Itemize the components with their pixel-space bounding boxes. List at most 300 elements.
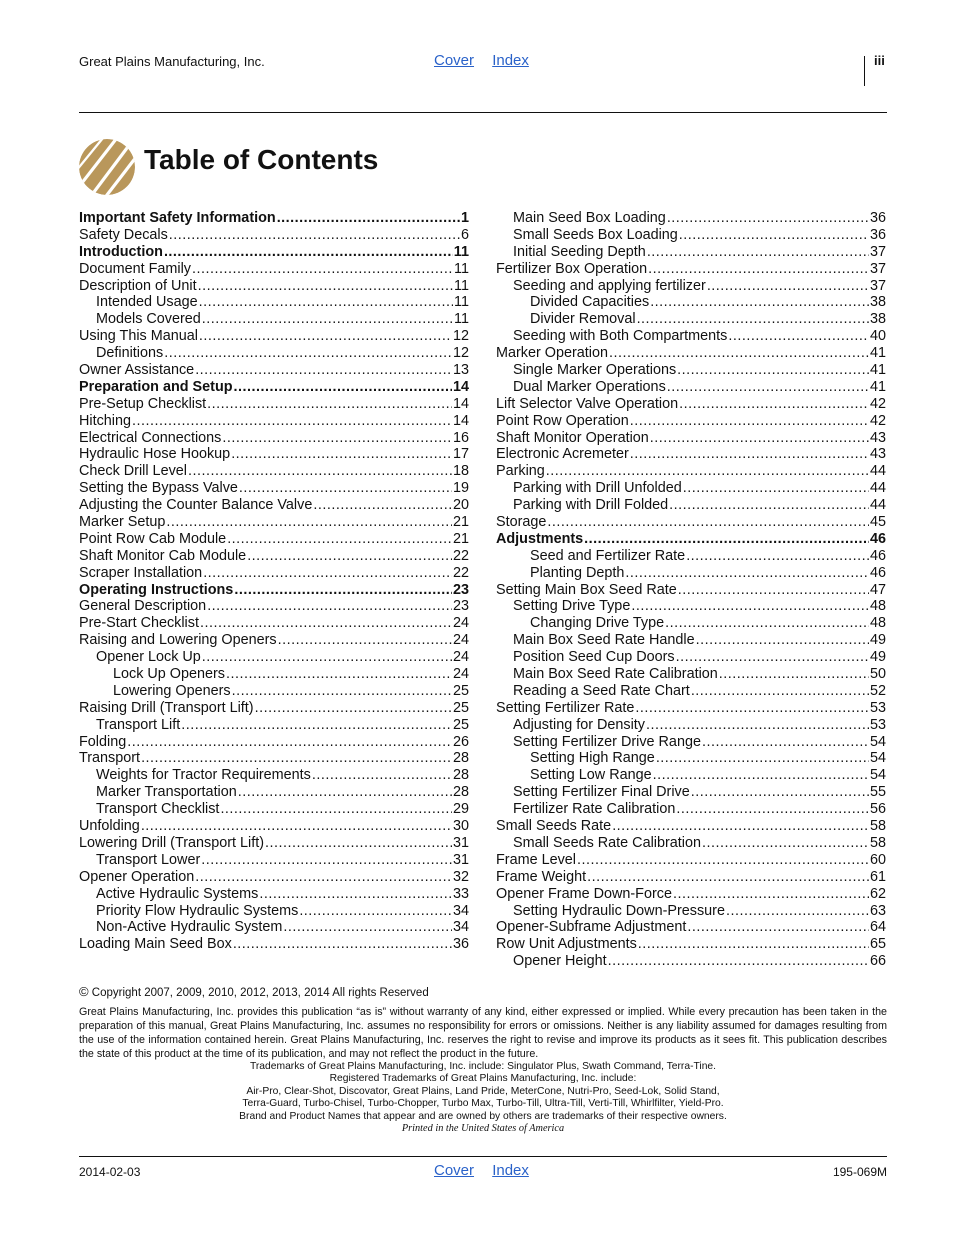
toc-entry[interactable] bbox=[496, 903, 886, 920]
toc-entry[interactable] bbox=[496, 396, 886, 413]
toc-leader-dots bbox=[691, 683, 869, 700]
toc-leader-dots bbox=[192, 261, 453, 278]
toc-entry[interactable] bbox=[496, 818, 886, 835]
toc-leader-dots bbox=[707, 278, 869, 295]
toc-leader-dots bbox=[676, 801, 869, 818]
printed-in: Printed in the United States of America bbox=[401, 1123, 565, 1135]
toc-entry-title: Description of Unit bbox=[79, 277, 197, 294]
toc-entry-title: Initial Seeding Depth bbox=[513, 243, 646, 260]
toc-entry-page: 26 bbox=[452, 733, 469, 750]
toc-entry[interactable] bbox=[496, 649, 886, 666]
toc-entry[interactable] bbox=[496, 869, 886, 886]
toc-entry-page: 25 bbox=[452, 682, 469, 699]
toc-entry-title: Small Seeds Rate Calibration bbox=[513, 834, 701, 851]
toc-entry[interactable] bbox=[79, 852, 469, 869]
toc-entry[interactable] bbox=[79, 666, 469, 683]
toc-entry-page: 48 bbox=[869, 615, 886, 632]
toc-entry-page: 24 bbox=[452, 649, 469, 666]
toc-leader-dots bbox=[587, 869, 869, 886]
toc-entry[interactable] bbox=[79, 734, 469, 751]
toc-entry-page: 32 bbox=[452, 868, 469, 885]
toc-leader-dots bbox=[202, 311, 453, 328]
toc-entry-title: Raising and Lowering Openers bbox=[79, 632, 277, 649]
toc-entry-page: 36 bbox=[452, 936, 469, 953]
toc-entry-page: 11 bbox=[454, 260, 469, 277]
toc-entry-title: Definitions bbox=[96, 345, 164, 362]
toc-entry-title: Pre-Setup Checklist bbox=[79, 395, 207, 412]
toc-entry-title: Small Seeds Box Loading bbox=[513, 226, 678, 243]
toc-leader-dots bbox=[665, 615, 869, 632]
toc-entry-title: General Description bbox=[79, 598, 207, 615]
toc-entry[interactable] bbox=[496, 565, 886, 582]
toc-entry-page: 25 bbox=[452, 699, 469, 716]
toc-entry[interactable] bbox=[79, 379, 469, 396]
toc-entry-page: 48 bbox=[869, 598, 886, 615]
toc-leader-dots bbox=[181, 717, 452, 734]
toc-entry-page: 1 bbox=[460, 209, 469, 226]
cover-link[interactable]: Cover bbox=[434, 52, 475, 69]
toc-entry[interactable] bbox=[79, 869, 469, 886]
toc-entry-page: 44 bbox=[869, 497, 886, 514]
toc-entry-title: Lowering Openers bbox=[113, 682, 231, 699]
toc-entry-page: 36 bbox=[869, 209, 886, 226]
toc-leader-dots bbox=[255, 700, 452, 717]
toc-entry-page: 11 bbox=[454, 277, 469, 294]
toc-entry[interactable] bbox=[496, 683, 886, 700]
toc-entry-page: 24 bbox=[452, 632, 469, 649]
toc-leader-dots bbox=[283, 919, 452, 936]
toc-entry[interactable] bbox=[496, 717, 886, 734]
toc-entry[interactable] bbox=[79, 463, 469, 480]
toc-leader-dots bbox=[164, 345, 452, 362]
toc-entry-page: 23 bbox=[452, 598, 469, 615]
toc-entry-page: 19 bbox=[452, 480, 469, 497]
toc-entry[interactable] bbox=[496, 886, 886, 903]
toc-leader-dots bbox=[247, 548, 452, 565]
toc-entry[interactable] bbox=[79, 548, 469, 565]
toc-entry[interactable] bbox=[496, 598, 886, 615]
toc-entry[interactable] bbox=[79, 683, 469, 700]
toc-entry[interactable] bbox=[496, 835, 886, 852]
toc-leader-dots bbox=[201, 852, 452, 869]
toc-entry[interactable] bbox=[79, 751, 469, 768]
toc-leader-dots bbox=[227, 531, 452, 548]
toc-entry-page: 11 bbox=[453, 243, 469, 260]
toc-leader-dots bbox=[203, 565, 452, 582]
toc-entry[interactable] bbox=[79, 835, 469, 852]
toc-leader-dots bbox=[669, 497, 869, 514]
toc-entry[interactable] bbox=[79, 717, 469, 734]
toc-entry[interactable] bbox=[79, 396, 469, 413]
toc-entry[interactable] bbox=[79, 514, 469, 531]
toc-entry-page: 38 bbox=[869, 294, 886, 311]
copyright-symbol: © bbox=[79, 984, 89, 999]
toc-entry[interactable] bbox=[79, 598, 469, 615]
toc-entry-page: 11 bbox=[454, 311, 469, 328]
copyright-line bbox=[79, 984, 429, 999]
great-plains-logo-icon bbox=[78, 138, 136, 196]
toc-leader-dots bbox=[679, 396, 869, 413]
toc-entry-page: 30 bbox=[452, 818, 469, 835]
toc-entry-title: Opener-Subframe Adjustment bbox=[496, 919, 687, 936]
toc-leader-dots bbox=[199, 328, 452, 345]
toc-entry-title: Parking with Drill Folded bbox=[513, 497, 669, 514]
toc-entry-title: Active Hydraulic Systems bbox=[96, 885, 259, 902]
toc-entry-title: Marker Setup bbox=[79, 514, 166, 531]
toc-entry-title: Shaft Monitor Cab Module bbox=[79, 547, 247, 564]
copyright-text: Copyright 2007, 2009, 2010, 2012, 2013, 2014 All rights Reserved bbox=[91, 987, 429, 999]
toc-entry-page: 55 bbox=[869, 784, 886, 801]
toc-leader-dots bbox=[656, 750, 869, 767]
toc-entry[interactable] bbox=[79, 294, 469, 311]
toc-entry-page: 24 bbox=[452, 615, 469, 632]
toc-entry-page: 61 bbox=[869, 868, 886, 885]
toc-entry[interactable] bbox=[79, 903, 469, 920]
toc-entry-title: Opener Height bbox=[513, 953, 607, 970]
toc-entry-title: Electronic Acremeter bbox=[496, 446, 629, 463]
toc-entry-page: 52 bbox=[869, 682, 886, 699]
toc-leader-dots bbox=[630, 413, 869, 430]
toc-entry-page: 21 bbox=[452, 530, 469, 547]
footer-nav bbox=[434, 1162, 529, 1179]
toc-left-column bbox=[79, 210, 469, 953]
toc-leader-dots bbox=[166, 514, 452, 531]
toc-leader-dots bbox=[547, 514, 869, 531]
toc-entry-page: 66 bbox=[869, 953, 886, 970]
toc-entry-title: Setting Drive Type bbox=[513, 598, 631, 615]
toc-entry[interactable] bbox=[79, 345, 469, 362]
index-link[interactable]: Index bbox=[492, 52, 529, 69]
toc-entry[interactable] bbox=[79, 261, 469, 278]
company-name: Great Plains Manufacturing, Inc. bbox=[79, 54, 265, 69]
toc-leader-dots bbox=[687, 919, 869, 936]
toc-leader-dots bbox=[259, 886, 452, 903]
toc-entry-page: 41 bbox=[869, 345, 886, 362]
toc-entry-page: 34 bbox=[452, 902, 469, 919]
toc-entry-page: 53 bbox=[869, 699, 886, 716]
toc-entry-page: 38 bbox=[869, 311, 886, 328]
toc-leader-dots bbox=[584, 531, 869, 548]
toc-entry-title: Row Unit Adjustments bbox=[496, 936, 637, 953]
toc-entry[interactable] bbox=[79, 919, 469, 936]
toc-entry[interactable] bbox=[79, 278, 469, 295]
toc-leader-dots bbox=[127, 734, 452, 751]
toc-entry-title: Dual Marker Operations bbox=[513, 378, 666, 395]
toc-leader-dots bbox=[726, 903, 869, 920]
toc-entry[interactable] bbox=[496, 430, 886, 447]
toc-leader-dots bbox=[650, 294, 869, 311]
toc-entry-page: 46 bbox=[869, 564, 886, 581]
toc-entry-title: Frame Level bbox=[496, 851, 576, 868]
toc-entry[interactable] bbox=[496, 582, 886, 599]
toc-entry-page: 46 bbox=[869, 547, 886, 564]
toc-entry-page: 42 bbox=[869, 395, 886, 412]
toc-entry-page: 6 bbox=[460, 226, 469, 243]
toc-entry[interactable] bbox=[496, 953, 886, 970]
toc-entry[interactable] bbox=[79, 210, 469, 227]
toc-entry-title: Point Row Operation bbox=[496, 412, 629, 429]
toc-entry[interactable] bbox=[496, 463, 886, 480]
toc-entry-title: Transport Checklist bbox=[96, 801, 220, 818]
toc-entry-page: 44 bbox=[869, 463, 886, 480]
toc-entry[interactable] bbox=[79, 446, 469, 463]
toc-entry[interactable] bbox=[79, 430, 469, 447]
toc-entry-page: 58 bbox=[869, 818, 886, 835]
toc-entry[interactable] bbox=[496, 362, 886, 379]
toc-entry[interactable] bbox=[496, 666, 886, 683]
toc-entry[interactable] bbox=[496, 446, 886, 463]
toc-entry[interactable] bbox=[79, 362, 469, 379]
toc-leader-dots bbox=[728, 328, 869, 345]
toc-entry-page: 17 bbox=[452, 446, 469, 463]
toc-leader-dots bbox=[650, 430, 869, 447]
toc-leader-dots bbox=[198, 278, 453, 295]
toc-entry-title: Fertilizer Box Operation bbox=[496, 260, 648, 277]
page-number: iii bbox=[874, 53, 885, 68]
footer-doc-number: 195-069M bbox=[832, 1165, 887, 1179]
toc-leader-dots bbox=[612, 818, 869, 835]
toc-entry-title: Lift Selector Valve Operation bbox=[496, 395, 679, 412]
toc-entry-page: 21 bbox=[452, 514, 469, 531]
toc-entry[interactable] bbox=[496, 632, 886, 649]
toc-entry-page: 63 bbox=[869, 902, 886, 919]
trademark-line: Trademarks of Great Plains Manufacturing, Inc. include: Singulator Plus, Swath Command, Terra-Tine. bbox=[249, 1061, 717, 1072]
toc-entry-title: Adjusting the Counter Balance Valve bbox=[79, 497, 313, 514]
toc-entry[interactable] bbox=[496, 751, 886, 768]
toc-leader-dots bbox=[202, 649, 452, 666]
toc-entry[interactable] bbox=[79, 582, 469, 599]
toc-entry-page: 47 bbox=[869, 581, 886, 598]
toc-entry[interactable] bbox=[79, 531, 469, 548]
toc-leader-dots bbox=[188, 463, 452, 480]
toc-entry-title: Scraper Installation bbox=[79, 564, 203, 581]
toc-entry-page: 24 bbox=[452, 666, 469, 683]
toc-entry-page: 16 bbox=[452, 429, 469, 446]
toc-leader-dots bbox=[678, 582, 869, 599]
trademarks-block bbox=[79, 1061, 887, 1135]
toc-entry-title: Check Drill Level bbox=[79, 463, 187, 480]
toc-leader-dots bbox=[141, 750, 452, 767]
toc-leader-dots bbox=[635, 700, 869, 717]
toc-entry[interactable] bbox=[496, 294, 886, 311]
toc-entry-title: Transport Lift bbox=[96, 716, 181, 733]
toc-entry[interactable] bbox=[79, 936, 469, 953]
toc-entry-title: Document Family bbox=[79, 260, 191, 277]
toc-entry-page: 28 bbox=[452, 767, 469, 784]
toc-entry-page: 23 bbox=[452, 581, 469, 598]
toc-entry[interactable] bbox=[496, 767, 886, 784]
toc-leader-dots bbox=[200, 615, 452, 632]
toc-entry[interactable] bbox=[496, 784, 886, 801]
toc-leader-dots bbox=[195, 362, 452, 379]
toc-entry-title: Hitching bbox=[79, 412, 131, 429]
toc-entry[interactable] bbox=[496, 734, 886, 751]
toc-entry-title: Seed and Fertilizer Rate bbox=[530, 547, 686, 564]
toc-entry[interactable] bbox=[496, 700, 886, 717]
toc-leader-dots bbox=[676, 649, 869, 666]
toc-entry-title: Small Seeds Rate bbox=[496, 818, 612, 835]
header-divider bbox=[864, 56, 865, 86]
toc-entry-title: Folding bbox=[79, 733, 127, 750]
toc-entry-page: 22 bbox=[452, 547, 469, 564]
toc-entry[interactable] bbox=[496, 615, 886, 632]
toc-entry-page: 25 bbox=[452, 716, 469, 733]
toc-entry-page: 44 bbox=[869, 480, 886, 497]
toc-entry-title: Setting Fertilizer Drive Range bbox=[513, 733, 701, 750]
toc-leader-dots bbox=[207, 598, 452, 615]
toc-entry-page: 62 bbox=[869, 885, 886, 902]
toc-entry-page: 56 bbox=[869, 801, 886, 818]
toc-entry[interactable] bbox=[79, 632, 469, 649]
toc-entry-title: Changing Drive Type bbox=[530, 615, 665, 632]
toc-entry-page: 20 bbox=[452, 497, 469, 514]
toc-leader-dots bbox=[312, 767, 452, 784]
toc-entry-title: Weights for Tractor Requirements bbox=[96, 767, 311, 784]
toc-entry[interactable] bbox=[79, 497, 469, 514]
toc-entry[interactable] bbox=[79, 615, 469, 632]
toc-entry[interactable] bbox=[79, 480, 469, 497]
toc-entry[interactable] bbox=[496, 413, 886, 430]
toc-leader-dots bbox=[577, 852, 869, 869]
toc-entry-page: 37 bbox=[869, 243, 886, 260]
toc-entry-title: Main Box Seed Rate Calibration bbox=[513, 666, 718, 683]
toc-entry[interactable] bbox=[79, 767, 469, 784]
toc-entry[interactable] bbox=[79, 565, 469, 582]
toc-entry-page: 60 bbox=[869, 851, 886, 868]
toc-entry[interactable] bbox=[496, 227, 886, 244]
toc-entry-page: 18 bbox=[452, 463, 469, 480]
toc-entry-title: Models Covered bbox=[96, 311, 201, 328]
toc-entry-page: 31 bbox=[452, 851, 469, 868]
toc-entry[interactable] bbox=[496, 801, 886, 818]
toc-entry[interactable] bbox=[496, 919, 886, 936]
toc-leader-dots bbox=[648, 261, 869, 278]
toc-entry-title: Single Marker Operations bbox=[513, 362, 677, 378]
toc-leader-dots bbox=[220, 801, 452, 818]
toc-leader-dots bbox=[164, 244, 453, 261]
toc-entry[interactable] bbox=[496, 210, 886, 227]
toc-entry-page: 14 bbox=[452, 378, 469, 395]
toc-entry-page: 12 bbox=[452, 345, 469, 362]
toc-leader-dots bbox=[653, 767, 869, 784]
toc-entry-page: 36 bbox=[869, 226, 886, 243]
toc-leader-dots bbox=[608, 953, 869, 970]
toc-entry-title: Non-Active Hydraulic System bbox=[96, 919, 283, 936]
toc-leader-dots bbox=[691, 784, 869, 801]
toc-leader-dots bbox=[277, 210, 460, 227]
toc-leader-dots bbox=[630, 446, 869, 463]
toc-entry[interactable] bbox=[79, 700, 469, 717]
toc-entry[interactable] bbox=[79, 244, 469, 261]
toc-entry-title: Pre-Start Checklist bbox=[79, 615, 199, 632]
toc-entry-page: 49 bbox=[869, 649, 886, 666]
toc-leader-dots bbox=[234, 379, 452, 396]
header-rule bbox=[79, 112, 887, 113]
toc-entry-page: 33 bbox=[452, 885, 469, 902]
footer-index-link[interactable]: Index bbox=[492, 1162, 529, 1179]
toc-entry[interactable] bbox=[496, 548, 886, 565]
toc-entry[interactable] bbox=[79, 413, 469, 430]
toc-entry[interactable] bbox=[79, 886, 469, 903]
toc-entry-title: Parking bbox=[496, 463, 545, 480]
toc-entry-page: 50 bbox=[869, 666, 886, 683]
toc-entry[interactable] bbox=[496, 261, 886, 278]
toc-entry[interactable] bbox=[496, 852, 886, 869]
toc-leader-dots bbox=[667, 379, 869, 396]
toc-entry-title: Marker Transportation bbox=[96, 784, 237, 801]
toc-entry-title: Hydraulic Hose Hookup bbox=[79, 446, 231, 463]
toc-leader-dots bbox=[673, 886, 869, 903]
toc-entry-title: Safety Decals bbox=[79, 226, 168, 243]
toc-entry-page: 45 bbox=[869, 514, 886, 531]
toc-entry[interactable] bbox=[496, 497, 886, 514]
toc-entry-page: 41 bbox=[869, 362, 886, 378]
toc-leader-dots bbox=[195, 869, 452, 886]
toc-entry-title: Priority Flow Hydraulic Systems bbox=[96, 902, 299, 919]
toc-entry-title: Divided Capacities bbox=[530, 294, 650, 311]
toc-entry-title: Marker Operation bbox=[496, 345, 608, 362]
toc-entry[interactable] bbox=[496, 345, 886, 362]
header-nav bbox=[434, 52, 529, 69]
toc-leader-dots bbox=[313, 497, 452, 514]
trademark-line: Air-Pro, Clear-Shot, Discovator, Great Plains, Land Pride, MeterCone, Nutri-Pro, Seed-Lok, Solid Stand, bbox=[246, 1085, 720, 1097]
toc-entry-title: Fertilizer Rate Calibration bbox=[513, 801, 676, 818]
toc-entry[interactable] bbox=[79, 649, 469, 666]
toc-entry[interactable] bbox=[496, 480, 886, 497]
toc-entry-page: 64 bbox=[869, 919, 886, 936]
toc-leader-dots bbox=[646, 717, 869, 734]
toc-entry[interactable] bbox=[496, 311, 886, 328]
toc-entry-page: 37 bbox=[869, 277, 886, 294]
toc-entry-page: 11 bbox=[454, 294, 469, 311]
toc-entry[interactable] bbox=[496, 936, 886, 953]
toc-entry-page: 13 bbox=[452, 362, 469, 378]
toc-entry[interactable] bbox=[79, 227, 469, 244]
toc-entry[interactable] bbox=[496, 531, 886, 548]
toc-entry-page: 53 bbox=[869, 716, 886, 733]
toc-entry[interactable] bbox=[79, 801, 469, 818]
toc-entry[interactable] bbox=[496, 514, 886, 531]
page-title: Table of Contents bbox=[144, 144, 379, 175]
toc-entry-page: 37 bbox=[869, 260, 886, 277]
toc-entry[interactable] bbox=[496, 328, 886, 345]
toc-entry[interactable] bbox=[79, 328, 469, 345]
toc-entry-title: Opener Operation bbox=[79, 868, 195, 885]
toc-entry-page: 14 bbox=[452, 395, 469, 412]
toc-entry[interactable] bbox=[79, 784, 469, 801]
toc-leader-dots bbox=[637, 311, 869, 328]
toc-entry[interactable] bbox=[79, 311, 469, 328]
toc-entry-title: Storage bbox=[496, 514, 547, 531]
footer-date: 2014-02-03 bbox=[79, 1165, 141, 1179]
toc-leader-dots bbox=[679, 227, 869, 244]
toc-entry[interactable] bbox=[496, 278, 886, 295]
toc-leader-dots bbox=[719, 666, 869, 683]
trademark-line: Registered Trademarks of Great Plains Manufacturing, Inc. include: bbox=[329, 1073, 637, 1085]
toc-entry-title: Divider Removal bbox=[530, 311, 636, 328]
toc-entry-title: Shaft Monitor Operation bbox=[496, 429, 649, 446]
toc-leader-dots bbox=[169, 227, 460, 244]
toc-entry[interactable] bbox=[496, 379, 886, 396]
toc-entry-page: 65 bbox=[869, 936, 886, 953]
toc-entry-title: Setting Hydraulic Down-Pressure bbox=[513, 902, 725, 919]
toc-entry-page: 29 bbox=[452, 801, 469, 818]
toc-entry[interactable] bbox=[496, 244, 886, 261]
footer-cover-link[interactable]: Cover bbox=[434, 1162, 475, 1179]
trademark-line: Terra-Guard, Turbo-Chisel, Turbo-Chopper, Turbo Max, Turbo-Till, Ultra-Till, Verti-Till, Whirlfilter, Yield-Pro. bbox=[242, 1098, 724, 1110]
toc-entry[interactable] bbox=[79, 818, 469, 835]
toc-entry-page: 54 bbox=[869, 767, 886, 784]
